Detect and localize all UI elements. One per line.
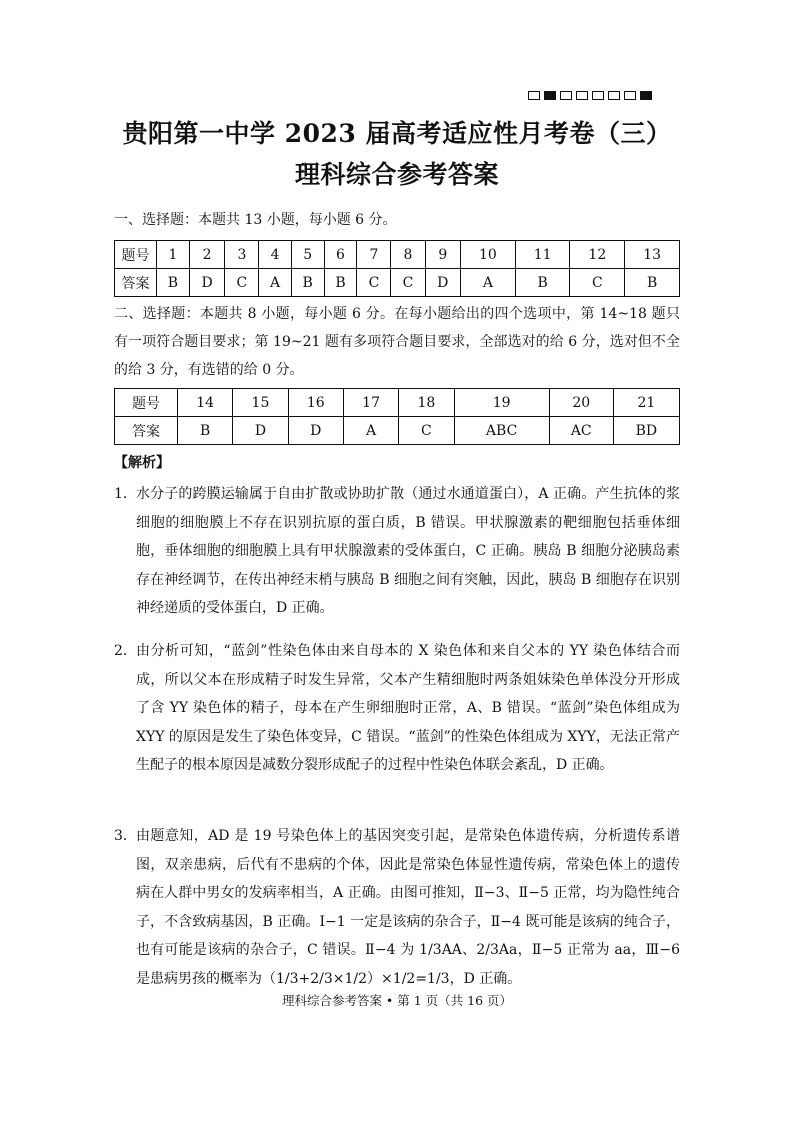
table-cell: C: [570, 269, 625, 297]
table-row-numbers: [115, 241, 680, 269]
analysis-heading: 【解析】: [114, 455, 170, 471]
table-cell: ABC: [454, 417, 549, 445]
item-text: 由分析可知，“蓝剑”性染色体由来自母本的 X 染色体和来自父本的 YY 染色体结合而成，所以父本在形成精子时发生异常，父本产生精细胞时两条姐妹染色单体没分开形成了含 YY 染色体的精子，母本在产生卵细胞时正常，A、B 错误。“蓝剑”染色体组成为 XYY 的原因是发生了染色体变异，C 错误。“蓝剑”的性染色体组成为 XYY，无法正常产生配子的根本原因是减数分裂形成配子的过程中性染色体联会紊乱，D 正确。: [136, 643, 680, 774]
table-cell: 7: [357, 241, 391, 269]
item-number: 3．: [114, 828, 137, 844]
table-cell: 8: [391, 241, 425, 269]
code-square: [608, 91, 620, 100]
table-cell: 5: [291, 241, 324, 269]
table-cell: AC: [549, 417, 613, 445]
answer-table-1: [114, 240, 680, 297]
table-cell: 13: [625, 241, 680, 269]
table-cell: 11: [515, 241, 570, 269]
code-square: [624, 91, 636, 100]
table-cell: 6: [324, 241, 357, 269]
table-cell: 18: [399, 389, 454, 417]
row-label-cell: 答案: [115, 269, 157, 297]
table-cell: 20: [549, 389, 613, 417]
table-cell: 10: [461, 241, 516, 269]
table-cell: B: [625, 269, 680, 297]
row-label-cell: 答案: [115, 417, 178, 445]
table-cell: B: [324, 269, 357, 297]
table-row-answers: [115, 417, 680, 445]
section2-heading: 二、选择题：本题共 8 小题，每小题 6 分。在每小题给出的四个选项中，第 14~18 题只有一项符合题目要求；第 19~21 题有多项符合题目要求，全部选对的给 6 分，选对但不全的给 3 分，有选错的给 0 分。: [114, 306, 680, 378]
page-code-squares: [528, 91, 652, 100]
table-cell: 21: [613, 389, 679, 417]
table-cell: A: [461, 269, 516, 297]
table-cell: A: [343, 417, 398, 445]
code-square: [544, 91, 556, 100]
table-cell: C: [225, 269, 259, 297]
table-cell: 12: [570, 241, 625, 269]
document-subtitle: 理科综合参考答案: [294, 160, 499, 189]
analysis-item-2: [114, 637, 680, 780]
code-square: [528, 91, 540, 100]
table-cell: B: [178, 417, 233, 445]
table-cell: B: [291, 269, 324, 297]
code-square: [560, 91, 572, 100]
table-cell: 14: [178, 389, 233, 417]
table-cell: 3: [225, 241, 259, 269]
table-cell: D: [189, 269, 225, 297]
item-text: 水分子的跨膜运输属于自由扩散或协助扩散（通过水通道蛋白），A 正确。产生抗体的浆细胞的细胞膜上不存在识别抗原的蛋白质，B 错误。甲状腺激素的靶细胞包括垂体细胞，垂体细胞的细胞膜上具有甲状腺激素的受体蛋白，C 正确。胰岛 B 细胞分泌胰岛素存在神经调节，在传出神经末梢与胰岛 B 细胞之间有突触，因此，胰岛 B 细胞存在识别神经递质的受体蛋白，D 正确。: [136, 486, 680, 617]
table-cell: D: [425, 269, 461, 297]
table-row-answers: [115, 269, 680, 297]
answer-table-2: [114, 388, 680, 445]
table-cell: B: [515, 269, 570, 297]
table-cell: D: [288, 417, 343, 445]
item-number: 2．: [114, 643, 137, 659]
table-cell: 1: [157, 241, 190, 269]
analysis-item-1: [114, 480, 680, 623]
row-label-cell: 题号: [115, 241, 157, 269]
document-title: 贵阳第一中学 2023 届高考适应性月考卷（三）: [122, 119, 672, 148]
table-cell: C: [357, 269, 391, 297]
table-cell: 19: [454, 389, 549, 417]
table-cell: 4: [259, 241, 291, 269]
table-cell: 16: [288, 389, 343, 417]
table-cell: 17: [343, 389, 398, 417]
section1-heading: 一、选择题：本题共 13 小题，每小题 6 分。: [114, 212, 397, 228]
table-cell: BD: [613, 417, 679, 445]
page-footer: 理科综合参考答案 • 第 1 页（共 16 页）: [281, 993, 513, 1008]
table-row-numbers: [115, 389, 680, 417]
table-cell: 2: [189, 241, 225, 269]
table-cell: 15: [233, 389, 288, 417]
analysis-item-3: [114, 822, 680, 994]
code-square: [592, 91, 604, 100]
table-cell: D: [233, 417, 288, 445]
table-cell: B: [157, 269, 190, 297]
item-number: 1．: [114, 486, 137, 502]
table-cell: 9: [425, 241, 461, 269]
item-text: 由题意知，AD 是 19 号染色体上的基因突变引起，是常染色体遗传病，分析遗传系谱图，双亲患病，后代有不患病的个体，因此是常染色体显性遗传病，常染色体上的遗传病在人群中男女的发病率相当，A 正确。由图可推知，Ⅱ−3、Ⅱ−5 正常，均为隐性纯合子，不含致病基因，B 正确。Ⅰ−1 一定是该病的杂合子，Ⅱ−4 既可能是该病的纯合子，也有可能是该病的杂合子，C 错误。Ⅱ−4 为 1/3AA、2/3Aa，Ⅱ−5 正常为 aa，Ⅲ−6 是患病男孩的概率为（1/3+2/3×1/2）×1/2=1/3，D 正确。: [136, 828, 680, 987]
table-cell: A: [259, 269, 291, 297]
table-cell: C: [391, 269, 425, 297]
code-square: [640, 91, 652, 100]
code-square: [576, 91, 588, 100]
row-label-cell: 题号: [115, 389, 178, 417]
table-cell: C: [399, 417, 454, 445]
